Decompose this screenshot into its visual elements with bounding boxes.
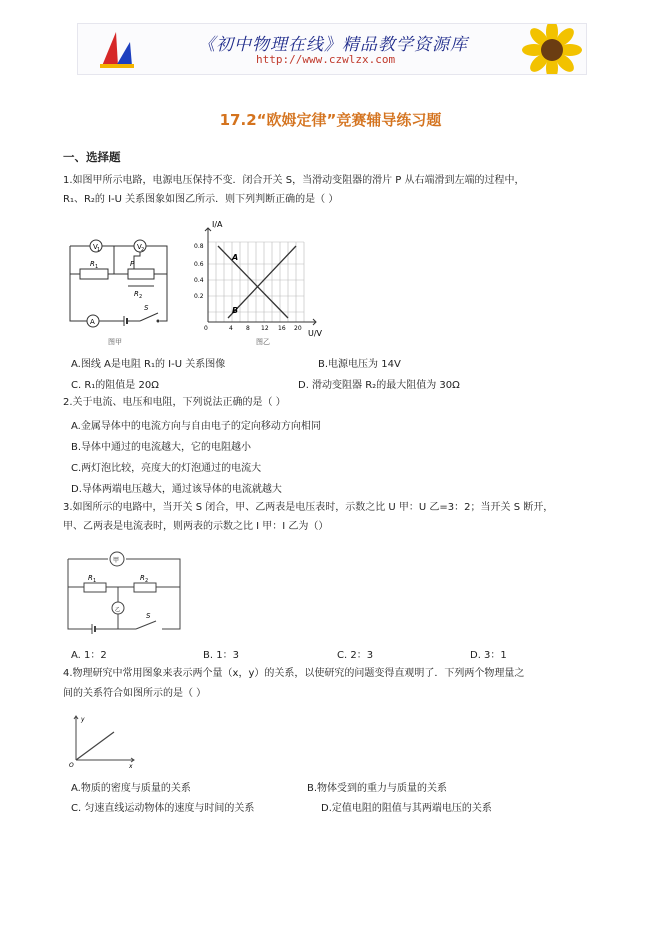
q1-option-d[interactable]: D. 滑动变阻器 R₂的最大阻值为 30Ω: [298, 380, 460, 391]
q2-option-b[interactable]: B.导体中通过的电流越大，它的电阻越小: [71, 442, 252, 453]
q4-graph-xlabel: x: [129, 763, 133, 768]
q3-stem-line1: 3.如图所示的电路中，当开关 S 闭合，甲、乙两表是电压表时，示数之比 U 甲：U 乙=3：2；当开关 S 断开，: [63, 502, 554, 513]
q4-option-b[interactable]: B.物体受到的重力与质量的关系: [307, 783, 448, 794]
q4-graph-ylabel: y: [81, 716, 85, 723]
q4-line-graph: [66, 712, 140, 768]
banner-title: 《初中物理在线》精品教学资源库: [198, 35, 468, 55]
q1-option-b[interactable]: B.电源电压为 14V: [318, 359, 401, 370]
q1-switch-label: S: [144, 304, 149, 312]
q3-circuit-diagram: [62, 547, 190, 639]
q4-stem-line2: 间的关系符合如图所示的是（ ）: [63, 688, 207, 699]
q1-v1-label: V: [93, 243, 98, 251]
q2-option-d[interactable]: D.导体两端电压越大，通过该导体的电流就越大: [71, 484, 282, 495]
q1-graph-xtick: 20: [294, 325, 302, 332]
q1-graph-xtick: 0: [204, 325, 208, 332]
header-banner: [77, 23, 587, 75]
q4-option-c[interactable]: C. 匀速直线运动物体的速度与时间的关系: [71, 803, 255, 814]
q1-fig-b-caption: 图乙: [256, 338, 270, 346]
q4-option-a[interactable]: A.物质的密度与质量的关系: [71, 783, 191, 794]
q3-option-c[interactable]: C. 2：3: [337, 650, 374, 661]
q1-graph-xtick: 16: [278, 325, 286, 332]
q3-r2-label: R: [140, 574, 145, 582]
q3-option-d[interactable]: D. 3：1: [470, 650, 507, 661]
q3-meter-top-label: 甲: [113, 557, 120, 564]
q4-option-d[interactable]: D.定值电阻的阻值与其两端电压的关系: [321, 803, 492, 814]
q1-circuit-diagram: [62, 226, 180, 350]
q3-option-a[interactable]: A. 1：2: [71, 650, 107, 661]
logo-icon: [96, 28, 136, 70]
q1-v2-label: V: [137, 243, 142, 251]
q3-option-b[interactable]: B. 1：3: [203, 650, 239, 661]
q1-option-a[interactable]: A.图线 A是电阻 R₁的 I-U 关系图像: [71, 359, 226, 370]
q1-r1-label: R: [90, 260, 95, 268]
q1-line-a-label: A: [232, 253, 239, 262]
q1-graph-xlabel: U/V: [308, 329, 323, 338]
q1-stem-line1: 1.如图甲所示电路，电源电压保持不变．闭合开关 S，当滑动变阻器的滑片 P 从右端滑到左端的过程中，: [63, 175, 525, 186]
q3-meter-mid-label: 乙: [115, 607, 121, 613]
banner-url: http://www.czwlzx.com: [256, 53, 396, 66]
sunflower-icon: [516, 23, 587, 75]
q3-switch-label: S: [146, 612, 151, 620]
q3-stem-line2: 甲、乙两表是电流表时，则两表的示数之比 I 甲：I 乙为（）: [63, 521, 329, 532]
q1-r2-label: R: [134, 290, 139, 298]
q1-p-label: P: [130, 260, 135, 268]
q1-graph-ytick: 0.8: [194, 243, 204, 250]
q1-graph-ytick: 0.4: [194, 277, 204, 284]
q1-graph-ytick: 0.6: [194, 261, 204, 268]
q3-r1-sub: 1: [93, 578, 97, 584]
q1-fig-a-caption: 图甲: [108, 338, 122, 346]
q1-option-c[interactable]: C. R₁的阻值是 20Ω: [71, 380, 159, 391]
q1-v2-sub: 2: [141, 247, 145, 253]
q1-graph-xtick: 4: [229, 325, 233, 332]
q1-r1-sub: 1: [95, 264, 99, 270]
q1-ammeter-label: A: [90, 318, 95, 326]
q1-v1-sub: 1: [97, 247, 101, 253]
page-title: 17.2“欧姆定律”竞赛辅导练习题: [219, 111, 442, 129]
q2-stem: 2.关于电流、电压和电阻，下列说法正确的是（ ）: [63, 397, 286, 408]
q1-line-b-label: B: [232, 306, 239, 315]
q1-graph-xtick: 12: [261, 325, 269, 332]
q1-iu-graph: [192, 218, 332, 348]
q3-r1-label: R: [88, 574, 93, 582]
q3-r2-sub: 2: [145, 578, 149, 584]
q1-graph-ytick: 0.2: [194, 293, 204, 300]
q1-graph-ylabel: I/A: [212, 220, 223, 229]
q2-option-a[interactable]: A.金属导体中的电流方向与自由电子的定向移动方向相同: [71, 421, 321, 432]
q4-stem-line1: 4.物理研究中常用图象来表示两个量（x，y）的关系，以使研究的问题变得直观明了．下列两个物理量之: [63, 668, 525, 679]
q1-r2-sub: 2: [139, 294, 143, 300]
section-heading: 一、选择题: [63, 150, 121, 164]
q4-graph-origin: O: [69, 762, 74, 768]
q1-graph-xtick: 8: [246, 325, 250, 332]
q2-option-c[interactable]: C.两灯泡比较，亮度大的灯泡通过的电流大: [71, 463, 262, 474]
q1-stem-line2: R₁、R₂的 I-U 关系图象如图乙所示．则下列判断正确的是（ ）: [63, 194, 339, 205]
